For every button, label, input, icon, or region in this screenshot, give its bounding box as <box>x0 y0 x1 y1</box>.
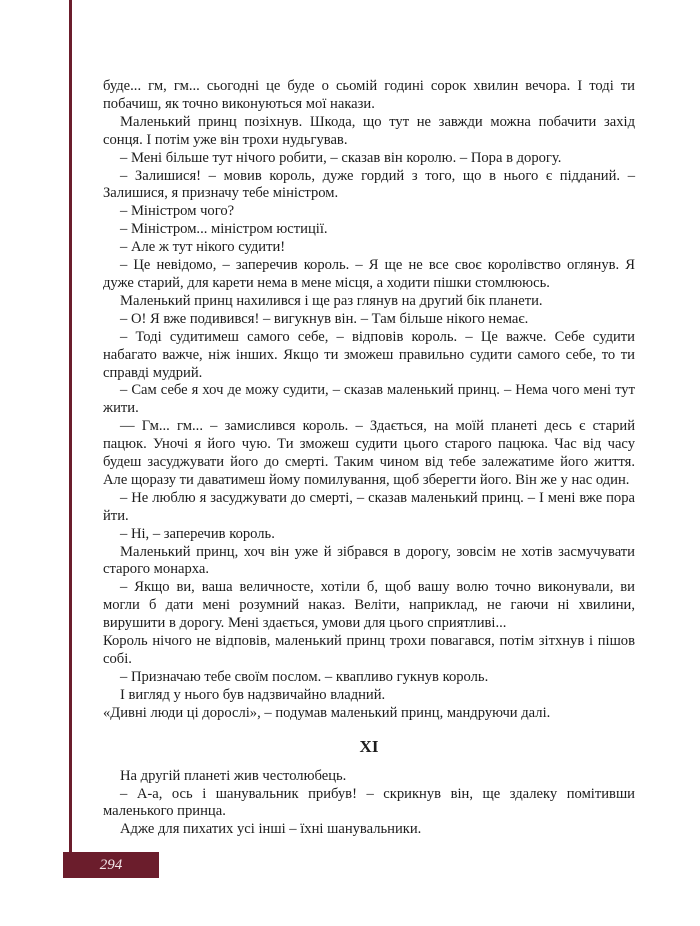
paragraph: І вигляд у нього був надзвичайно владний. <box>120 686 386 703</box>
paragraph: Маленький принц нахилився і ще раз глянув на другий бік планети. <box>120 292 543 309</box>
paragraph: На другій планеті жив честолюбець. <box>120 767 347 784</box>
paragraph: – Ні, – заперечив король. <box>120 525 275 542</box>
paragraph: – Не люблю я засуджувати до смерті, – сказав маленький принц. – І мені вже пора йти. <box>103 489 635 524</box>
paragraph: «Дивні люди ці дорослі», – подумав маленький принц, мандруючи далі. <box>103 704 551 721</box>
paragraph: – Це невідомо, – заперечив король. – Я ще не все своє королівство оглянув. Я дуже старий, для карети нема в мене місця, а ходити пішки стомлююсь. <box>103 257 635 291</box>
paragraph: – Якщо ви, ваша величносте, хотіли б, щоб вашу волю точно виконували, ви могли б дати мені розумний наказ. Веліти, наприклад, не гаючи ні хвилини, вирушити в дорогу. Мені здається, умови для цього сприятливі... <box>103 579 635 632</box>
paragraph: – Міністром чого? <box>120 203 235 220</box>
paragraph: Маленький принц, хоч він уже й зібрався в дорогу, зовсім не хотів засмучувати старого монарха. <box>103 543 635 578</box>
paragraph: – Мені більше тут нічого робити, – сказав він королю. – Пора в дорогу. <box>120 149 562 166</box>
paragraph: Король нічого не відповів, маленький принц трохи повагався, потім зітхнув і пішов собі. <box>103 633 635 667</box>
paragraph: – О! Я вже подивився! – вигукнув він. – Там більше нікого немає. <box>120 310 529 327</box>
paragraph: – А-а, ось і шанувальник прибув! – скрикнув він, ще здалеку помітивши маленького принца. <box>103 785 635 820</box>
paragraph: Адже для пихатих усі інші – їхні шанувальники. <box>120 821 422 838</box>
paragraph: – Призначаю тебе своїм послом. – квапливо гукнув король. <box>120 668 489 685</box>
paragraph: — Гм... гм... – замислився король. – Здається, на моїй планеті десь є старий пацюк. Уночі я його чую. Ти зможеш судити цього старого пацюка. Час від часу будеш засуджувати його до смерті. Таким чином від тебе залежатиме його життя. Але щоразу ти даватимеш йому помилування, щоб зберегти його. Він же у нас один. <box>103 418 635 488</box>
paragraph: буде... гм, гм... сьогодні це буде о сьомій годині сорок хвилин вечора. І тоді ти побачиш, як точно виконуються мої накази. <box>103 78 635 112</box>
paragraph: – Міністром... міністром юстиції. <box>120 221 328 238</box>
paragraph: – Залишися! – мовив король, дуже гордий з того, що в нього є підданий. – Залишися, я призначу тебе міністром. <box>103 167 635 202</box>
paragraph: Маленький принц позіхнув. Шкода, що тут не завжди можна побачити захід сонця. І потім уже він трохи нудьгував. <box>103 113 635 148</box>
paragraph: – Але ж тут нікого судити! <box>120 239 286 256</box>
page-body-text <box>103 78 635 839</box>
page-number: 294 <box>63 852 159 878</box>
paragraph: – Сам себе я хоч де можу судити, – сказав маленький принц. – Нема чого мені тут жити. <box>103 382 635 417</box>
chapter-heading: XI <box>359 736 379 756</box>
paragraph: – Тоді судитимеш самого себе, – відповів король. – Це важче. Себе судити набагато важче, ніж інших. Якщо ти зможеш правильно судити самого себе, то ти справді мудрий. <box>103 328 635 381</box>
page-margin-rule <box>69 0 72 878</box>
